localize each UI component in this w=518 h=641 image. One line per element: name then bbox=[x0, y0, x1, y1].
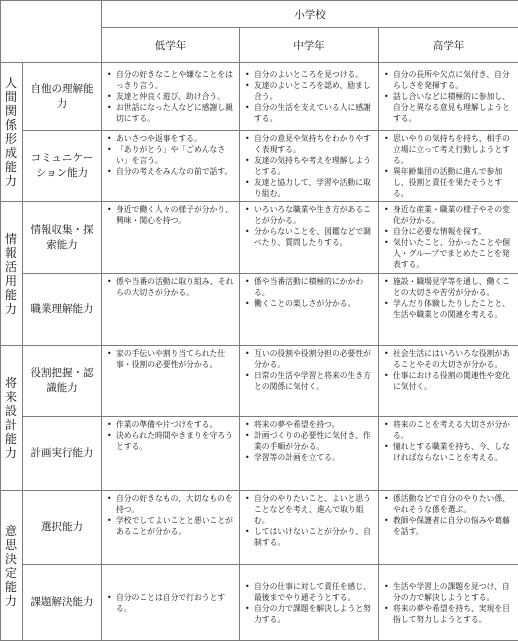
bullet-list bbox=[105, 69, 235, 124]
bullet-item: • お世話になった人などに感謝し親切にする。 bbox=[105, 102, 235, 124]
bullet-list bbox=[243, 348, 374, 392]
grade-cell bbox=[240, 346, 379, 417]
bullet-item: • 学んだり体験したりしたことと、生活や職業との関連を考える。 bbox=[382, 298, 514, 320]
bullet-list bbox=[105, 493, 235, 537]
bullet-item: • 施設・職場見学等を通し、働くことの大切さや苦労が分かる。 bbox=[382, 276, 514, 298]
bullet-item: • 自分に必要な情報を探す。 bbox=[382, 226, 514, 237]
bullet-item: • いろいろな職業や生き方があることが分かる。 bbox=[243, 204, 374, 226]
bullet-list bbox=[382, 276, 514, 320]
bullet-item: • 話し合いなどに積極的に参加し、自分と異なる意見も理解しようとする。 bbox=[382, 91, 514, 124]
grade-cell bbox=[379, 491, 518, 565]
bullet-list bbox=[105, 276, 235, 298]
bullet-item: • 異年齢集団の活動に進んで参加し、役割と責任を果たそうとする。 bbox=[382, 166, 514, 199]
bullet-item: • 自分のことは自分で行おうとする。 bbox=[105, 592, 235, 614]
bullet-item: • 計画づくりの必要性に気付き、作業の手順が分かる。 bbox=[243, 430, 374, 452]
bullet-list bbox=[105, 204, 235, 226]
bullet-item: • 身近な産業・職業の様子やその変化が分かる。 bbox=[382, 204, 514, 226]
bullet-list bbox=[243, 133, 374, 199]
bullet-item: • 思いやりの気持ちを持ち、相手の立場に立って考え行動しようとする。 bbox=[382, 133, 514, 166]
bullet-item: • あいさつや返事をする。 bbox=[105, 133, 235, 144]
ability-row bbox=[1, 131, 518, 202]
grade-cell bbox=[240, 491, 379, 565]
bullet-list bbox=[243, 419, 374, 463]
bullet-item: • 自分のやりたいこと、よいと思うことなどを考え、進んで取り組む。 bbox=[243, 493, 374, 526]
grade-header-lower: 低学年 bbox=[102, 28, 240, 63]
bullet-item: • 将来の夢や希望を持つ。 bbox=[243, 419, 374, 430]
bullet-item: • 自分の生活を支えている人に感謝する。 bbox=[243, 102, 374, 124]
ability-name: 職業理解能力 bbox=[23, 274, 102, 346]
bullet-item: • 生活や学習上の課題を見つけ、自分の力で解決しようとする。 bbox=[382, 581, 514, 603]
ability-name: 情報収集・探索能力 bbox=[23, 202, 102, 274]
bullet-item: • 気付いたこと、分かったことや個人・グループでまとめたことを発表する。 bbox=[382, 237, 514, 270]
ability-row bbox=[1, 565, 518, 641]
bullet-item: • 決められた時間やきまりを守ろうとする。 bbox=[105, 430, 235, 452]
bullet-item: • 友達のよいところを認め、励まし合う。 bbox=[243, 80, 374, 102]
bullet-item: • 自分の力で課題を解決しようと努力する。 bbox=[243, 603, 374, 625]
grade-cell bbox=[240, 417, 379, 491]
bullet-list bbox=[243, 493, 374, 548]
bullet-item: • 係活動などで自分のやりたい係、やれそうな係を選ぶ。 bbox=[382, 493, 514, 515]
bullet-item: • 仕事における役割の関連性や変化に気付く。 bbox=[382, 370, 514, 392]
ability-row bbox=[1, 202, 518, 274]
grade-cell bbox=[240, 565, 379, 641]
group-label: 将来設計能力 bbox=[5, 376, 18, 460]
bullet-item: • 分からないことを、図鑑などで調べたり、質問したりする。 bbox=[243, 226, 374, 248]
bullet-item: • 教師や保護者に自分の悩みや葛藤を話す。 bbox=[382, 515, 514, 537]
grade-cell bbox=[102, 63, 240, 131]
grade-cell bbox=[379, 274, 518, 346]
group-header bbox=[1, 491, 23, 641]
grade-cell bbox=[102, 274, 240, 346]
grade-cell bbox=[379, 417, 518, 491]
grade-cell bbox=[379, 346, 518, 417]
bullet-item: • 係や当番活動に積極的にかかわる。 bbox=[243, 276, 374, 298]
bullet-item: • 将来のことを考える大切さが分かる。 bbox=[382, 419, 514, 441]
bullet-item: • 学校でしてよいことと悪いことがあることが分かる。 bbox=[105, 515, 235, 537]
ability-name: 選択能力 bbox=[23, 491, 102, 565]
ability-row bbox=[1, 274, 518, 346]
bullet-item: • 「ありがとう」や「ごめんなさい」を言う。 bbox=[105, 144, 235, 166]
bullet-list bbox=[382, 348, 514, 392]
bullet-item: • 働くことの楽しさが分かる。 bbox=[243, 298, 374, 309]
bullet-item: • 社会生活にはいろいろな役割があることやその大切さが分かる。 bbox=[382, 348, 514, 370]
bullet-item: • 自分の仕事に対して責任を感じ、最後までやり通そうとする。 bbox=[243, 581, 374, 603]
bullet-list bbox=[105, 592, 235, 614]
grade-cell bbox=[102, 491, 240, 565]
bullet-list bbox=[243, 69, 374, 124]
bullet-item: • してはいけないことが分かり、自制する。 bbox=[243, 526, 374, 548]
bullet-list bbox=[105, 133, 235, 177]
ability-row bbox=[1, 63, 518, 131]
bullet-item: • 憧れとする職業を持ち、今、しなければならないことを考える。 bbox=[382, 441, 514, 463]
table-body bbox=[1, 1, 518, 641]
bullet-item: • 身近で働く人々の様子が分かり、興味・関心を持つ。 bbox=[105, 204, 235, 226]
ability-row bbox=[1, 417, 518, 491]
grade-cell bbox=[379, 131, 518, 202]
group-label: 人間関係形成能力 bbox=[5, 76, 18, 188]
group-label: 意思決定能力 bbox=[5, 524, 18, 608]
grade-cell bbox=[102, 131, 240, 202]
bullet-list bbox=[382, 133, 514, 199]
bullet-list bbox=[382, 69, 514, 124]
ability-name: コミュニケーション能力 bbox=[23, 131, 102, 202]
ability-name: 課題解決能力 bbox=[23, 565, 102, 641]
bullet-item: • 自分の好きなことや嫌なことをはっきり言う。 bbox=[105, 69, 235, 91]
bullet-item: • 自分の長所や欠点に気付き、自分らしさを発揮する。 bbox=[382, 69, 514, 91]
grade-cell bbox=[102, 346, 240, 417]
bullet-item: • 作業の準備や片づけをする。 bbox=[105, 419, 235, 430]
ability-name: 役割把握・認識能力 bbox=[23, 346, 102, 417]
ability-name: 自他の理解能力 bbox=[23, 63, 102, 131]
bullet-list bbox=[105, 419, 235, 452]
ability-row bbox=[1, 491, 518, 565]
bullet-list bbox=[105, 348, 235, 370]
grade-cell bbox=[102, 565, 240, 641]
bullet-item: • 友達の気持ちや考えを理解しようとする。 bbox=[243, 155, 374, 177]
bullet-item: • 係や当番の活動に取り組み、それらの大切さが分かる。 bbox=[105, 276, 235, 298]
grade-cell bbox=[102, 417, 240, 491]
grade-header-upper: 高学年 bbox=[379, 28, 518, 63]
grade-cell bbox=[240, 202, 379, 274]
bullet-item: • 友達と仲良く遊び、助け合う。 bbox=[105, 91, 235, 102]
bullet-item: • 自分の考えをみんなの前で話す。 bbox=[105, 166, 235, 177]
group-header bbox=[1, 202, 23, 346]
bullet-list bbox=[382, 581, 514, 625]
bullet-item: • 家の手伝いや割り当てられた仕事・役割の必要性が分かる。 bbox=[105, 348, 235, 370]
school-header: 小学校 bbox=[102, 1, 518, 28]
bullet-list bbox=[243, 204, 374, 248]
grade-cell bbox=[379, 565, 518, 641]
bullet-list bbox=[382, 493, 514, 537]
grade-cell bbox=[102, 202, 240, 274]
bullet-list bbox=[382, 204, 514, 270]
bullet-item: • 将来の夢や希望を持ち、実現を目指して努力しようとする。 bbox=[382, 603, 514, 625]
ability-row bbox=[1, 346, 518, 417]
bullet-item: • 自分の好きなもの、大切なものを持つ。 bbox=[105, 493, 235, 515]
bullet-item: • 互いの役割や役割分担の必要性が分かる。 bbox=[243, 348, 374, 370]
group-label: 情報活用能力 bbox=[5, 232, 18, 316]
bullet-list bbox=[243, 581, 374, 625]
header-corner bbox=[1, 1, 102, 63]
group-header bbox=[1, 63, 23, 202]
grade-cell bbox=[240, 131, 379, 202]
grade-cell bbox=[240, 274, 379, 346]
grade-cell bbox=[379, 63, 518, 131]
bullet-item: • 学習等の計画を立てる。 bbox=[243, 452, 374, 463]
bullet-item: • 自分の意見や気持ちをわかりやすく表現する。 bbox=[243, 133, 374, 155]
grade-header-middle: 中学年 bbox=[240, 28, 379, 63]
grade-cell bbox=[240, 63, 379, 131]
bullet-list bbox=[243, 276, 374, 309]
ability-name: 計画実行能力 bbox=[23, 417, 102, 491]
header-row-school bbox=[1, 1, 518, 28]
bullet-item: • 日常の生活や学習と将来の生き方との関係に気付く。 bbox=[243, 370, 374, 392]
group-header bbox=[1, 346, 23, 491]
bullet-item: • 友達と協力して、学習や活動に取り組む。 bbox=[243, 177, 374, 199]
grade-cell bbox=[379, 202, 518, 274]
bullet-list bbox=[382, 419, 514, 463]
bullet-item: • 自分のよいところを見つける。 bbox=[243, 69, 374, 80]
